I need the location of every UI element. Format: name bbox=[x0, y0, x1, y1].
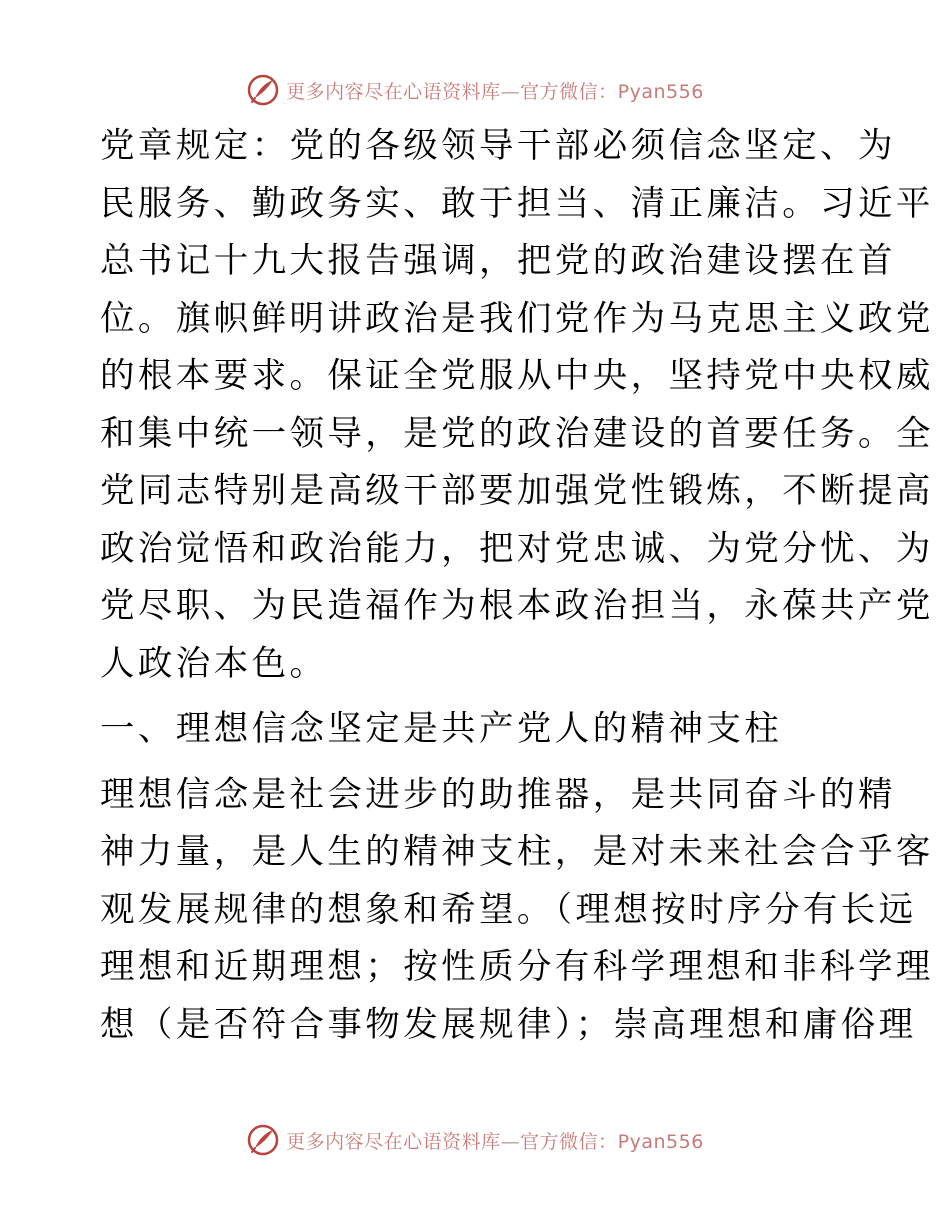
text-line: 神力量，是人生的精神支柱，是对未来社会合乎客 bbox=[100, 832, 934, 872]
text-line: 一、理想信念坚定是共产党人的精神支柱 bbox=[100, 709, 783, 749]
text-line: 政治觉悟和政治能力，把对党忠诚、为党分忧、为 bbox=[100, 528, 934, 569]
text-line: 位。旗帜鲜明讲政治是我们党作为马克思主义政党 bbox=[100, 298, 934, 339]
watermark-wechat: 官方微信：Pyan556 bbox=[520, 1130, 704, 1153]
feather-circle-logo-icon bbox=[246, 73, 280, 107]
text-line: 观发展规律的想象和希望。（理想按时序分有长远 bbox=[100, 889, 917, 930]
watermark-label: 更多内容尽在心语资料库 bbox=[286, 80, 501, 103]
text-line: 理想和近期理想；按性质分有科学理想和非科学理 bbox=[100, 947, 934, 987]
document-body bbox=[100, 118, 934, 1054]
text-line: 理想信念是社会进步的助推器，是共同奋斗的精 bbox=[100, 774, 896, 815]
text-line: 党章规定：党的各级领导干部必须信念坚定、为 bbox=[100, 126, 896, 166]
paragraph-gap bbox=[100, 693, 860, 701]
text-line: 人政治本色。 bbox=[100, 643, 328, 684]
watermark-label: 更多内容尽在心语资料库 bbox=[286, 1130, 501, 1153]
text-line: 的根本要求。保证全党服从中央，坚持党中央权威 bbox=[100, 356, 934, 396]
text-line: 民服务、勤政务实、敢于担当、清正廉洁。习近平 bbox=[100, 183, 934, 224]
text-line: 党尽职、为民造福作为根本政治担当，永葆共产党 bbox=[100, 586, 934, 626]
header-watermark bbox=[0, 70, 950, 110]
text-line: 想（是否符合事物发展规律）；崇高理想和庸俗理 bbox=[100, 1004, 917, 1045]
paragraph-gap bbox=[100, 759, 860, 767]
footer-watermark bbox=[0, 1120, 950, 1160]
feather-circle-logo-icon bbox=[246, 1123, 280, 1157]
text-line: 和集中统一领导，是党的政治建设的首要任务。全 bbox=[100, 413, 934, 454]
paragraph bbox=[100, 118, 934, 693]
watermark-separator: — bbox=[500, 80, 521, 103]
section-heading bbox=[100, 701, 860, 759]
watermark-separator: — bbox=[500, 1130, 521, 1153]
text-line: 总书记十九大报告强调，把党的政治建设摆在首 bbox=[100, 241, 896, 281]
text-line: 党同志特别是高级干部要加强党性锻炼，不断提高 bbox=[100, 471, 934, 511]
watermark-wechat: 官方微信：Pyan556 bbox=[520, 80, 704, 103]
paragraph bbox=[100, 767, 934, 1055]
